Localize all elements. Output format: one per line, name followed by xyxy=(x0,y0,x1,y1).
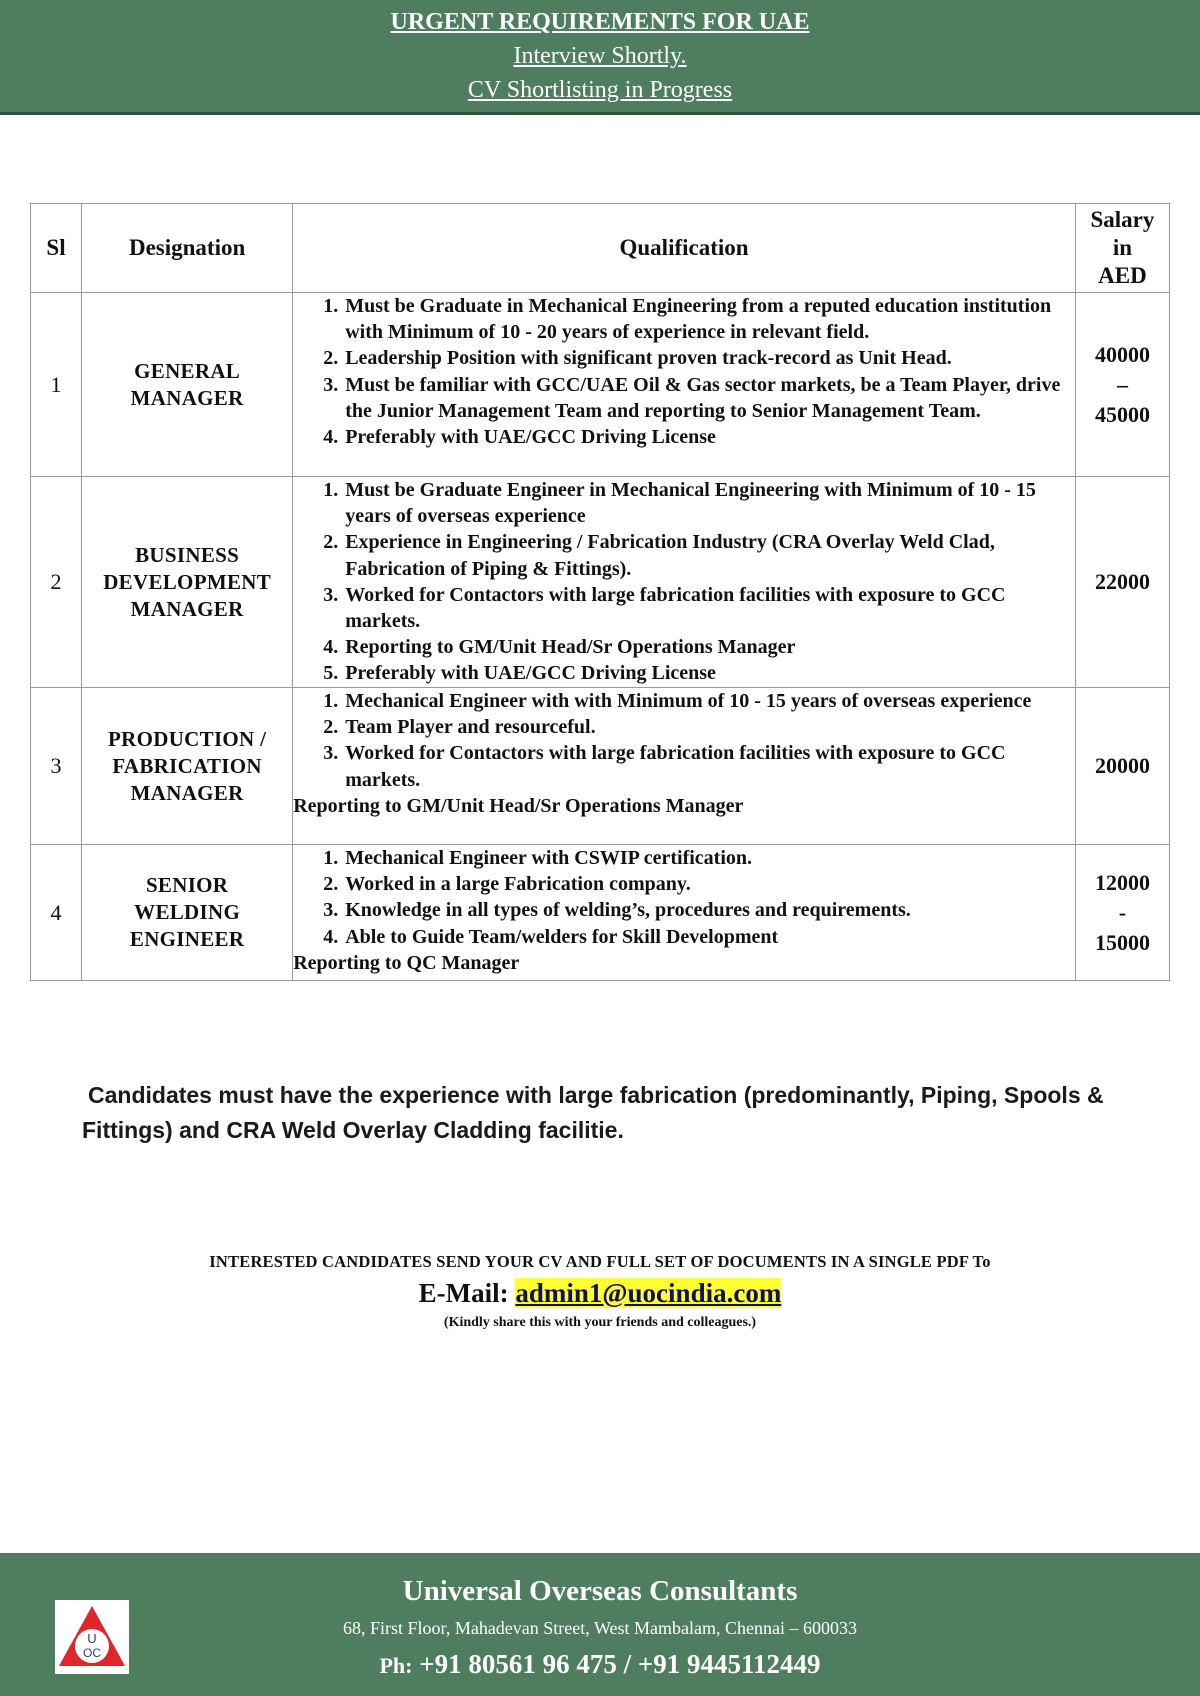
share-note: (Kindly share this with your friends and colleagues.) xyxy=(443,1315,757,1330)
designation-line: WELDING xyxy=(134,900,241,924)
table-header-row xyxy=(31,204,1170,293)
svg-text:OC: OC xyxy=(83,1646,101,1660)
reporting-line: Reporting to GM/Unit Head/Sr Operations Manager xyxy=(293,794,744,817)
qualification-list xyxy=(293,477,1075,687)
col-header-sl: Sl xyxy=(31,204,82,293)
col-header-designation: Designation xyxy=(82,204,293,293)
phone-label: Ph: xyxy=(379,1653,413,1678)
qualification-item: 3. Knowledge in all types of welding’s, procedures and requirements. xyxy=(343,897,1075,923)
svg-text:U: U xyxy=(87,1631,97,1646)
qualification-item: 2. Leadership Position with significant proven track-record as Unit Head. xyxy=(343,345,1075,371)
experience-note: Candidates must have the experience with large fabrication (predominantly, Piping, Spools & Fittings) and CRA Weld Overlay Cladding facilitie. xyxy=(82,1082,1104,1143)
qualification-item: 4. Reporting to GM/Unit Head/Sr Operations Manager xyxy=(343,634,1075,660)
salary-line: 40000 xyxy=(1094,341,1150,367)
qualification-item: 1. Mechanical Engineer with CSWIP certification. xyxy=(343,845,1075,871)
qualification-list xyxy=(293,688,1075,793)
qualification-item: 3. Must be familiar with GCC/UAE Oil & Gas sector markets, be a Team Player, drive the Junior Management Team and reporting to Senior Management Team. xyxy=(343,372,1075,424)
table-row xyxy=(31,477,1170,688)
qualification-item: 2. Team Player and resourceful. xyxy=(343,714,1075,740)
salary-header-line: in xyxy=(1112,235,1133,260)
qualification-item: 1. Must be Graduate Engineer in Mechanical Engineering with Minimum of 10 - 15 years of overseas experience xyxy=(343,477,1075,529)
qualification-item: 3. Worked for Contactors with large fabrication facilities with exposure to GCC markets. xyxy=(343,740,1075,792)
salary-line: - xyxy=(1118,899,1127,925)
header-band xyxy=(0,0,1200,115)
row-qualification xyxy=(293,688,1076,845)
qualification-item: 1. Mechanical Engineer with with Minimum of 10 - 15 years of overseas experience xyxy=(343,688,1075,714)
row-qualification xyxy=(293,845,1076,981)
col-header-salary xyxy=(1075,204,1169,293)
table-row xyxy=(31,688,1170,845)
salary-line: – xyxy=(1116,371,1128,397)
designation-line: FABRICATION xyxy=(112,753,262,778)
row-salary xyxy=(1075,845,1169,981)
row-serial: 1 xyxy=(31,293,82,477)
salary-line: 45000 xyxy=(1094,401,1150,427)
company-logo-icon xyxy=(55,1600,129,1674)
qualification-item: 3. Worked for Contactors with large fabrication facilities with exposure to GCC markets. xyxy=(343,582,1075,634)
row-salary xyxy=(1075,293,1169,477)
table-row xyxy=(31,293,1170,477)
shortlisting-note: CV Shortlisting in Progress xyxy=(467,77,733,103)
designation-line: MANAGER xyxy=(130,385,244,410)
salary-header-line: Salary xyxy=(1090,207,1155,232)
footer-band xyxy=(0,1553,1200,1696)
designation-line: DEVELOPMENT xyxy=(103,569,272,594)
col-header-qualification: Qualification xyxy=(293,204,1076,293)
qualification-item: 4. Able to Guide Team/welders for Skill Development xyxy=(343,924,1075,950)
requirements-table xyxy=(30,203,1170,981)
designation-line: MANAGER xyxy=(130,596,244,621)
email-link[interactable]: admin1@uocindia.com xyxy=(515,1278,782,1308)
row-serial: 4 xyxy=(31,845,82,981)
row-salary xyxy=(1075,477,1169,688)
row-qualification xyxy=(293,477,1076,688)
designation-line: GENERAL xyxy=(134,358,241,383)
company-name: Universal Overseas Consultants xyxy=(402,1575,798,1607)
qualification-item: 1. Must be Graduate in Mechanical Engineering from a reputed education institution with Minimum of 10 - 20 years of experience in relevant field. xyxy=(343,293,1075,345)
email-line xyxy=(0,1278,1200,1309)
company-address: 68, First Floor, Mahadevan Street, West Mambalam, Chennai – 600033 xyxy=(343,1618,857,1638)
designation-line: SENIOR xyxy=(145,873,229,897)
salary-line: 20000 xyxy=(1094,753,1150,778)
interview-note: Interview Shortly. xyxy=(513,43,687,69)
salary-header-line: AED xyxy=(1098,263,1147,288)
row-serial: 2 xyxy=(31,477,82,688)
row-salary xyxy=(1075,688,1169,845)
qualification-item: 4. Preferably with UAE/GCC Driving License xyxy=(343,424,1075,450)
application-instruction: INTERESTED CANDIDATES SEND YOUR CV AND FULL SET OF DOCUMENTS IN A SINGLE PDF To xyxy=(209,1252,991,1271)
table-row xyxy=(31,845,1170,981)
email-label: E-Mail: xyxy=(418,1278,509,1308)
qualification-item: 2. Worked in a large Fabrication company. xyxy=(343,871,1075,897)
reporting-line: Reporting to QC Manager xyxy=(293,951,520,974)
salary-line: 12000 xyxy=(1094,869,1150,895)
designation-line: MANAGER xyxy=(130,780,244,805)
row-serial: 3 xyxy=(31,688,82,845)
qualification-list xyxy=(293,293,1075,450)
row-designation xyxy=(82,845,293,981)
qualification-item: 5. Preferably with UAE/GCC Driving License xyxy=(343,660,1075,686)
page-title: URGENT REQUIREMENTS FOR UAE xyxy=(390,9,810,35)
contact-section xyxy=(0,1252,1200,1331)
row-designation xyxy=(82,477,293,688)
row-qualification xyxy=(293,293,1076,477)
qualification-list xyxy=(293,845,1075,950)
salary-line: 22000 xyxy=(1094,569,1150,594)
row-designation xyxy=(82,688,293,845)
qualification-item: 2. Experience in Engineering / Fabrication Industry (CRA Overlay Weld Clad, Fabrication of Piping & Fittings). xyxy=(343,529,1075,581)
designation-line: PRODUCTION / xyxy=(108,726,267,751)
phone-line xyxy=(0,1649,1200,1680)
designation-line: BUSINESS xyxy=(135,542,240,567)
designation-line: ENGINEER xyxy=(129,927,245,951)
row-designation xyxy=(82,293,293,477)
phone-numbers[interactable]: +91 80561 96 475 / +91 9445112449 xyxy=(419,1649,821,1679)
salary-line: 15000 xyxy=(1094,929,1150,955)
